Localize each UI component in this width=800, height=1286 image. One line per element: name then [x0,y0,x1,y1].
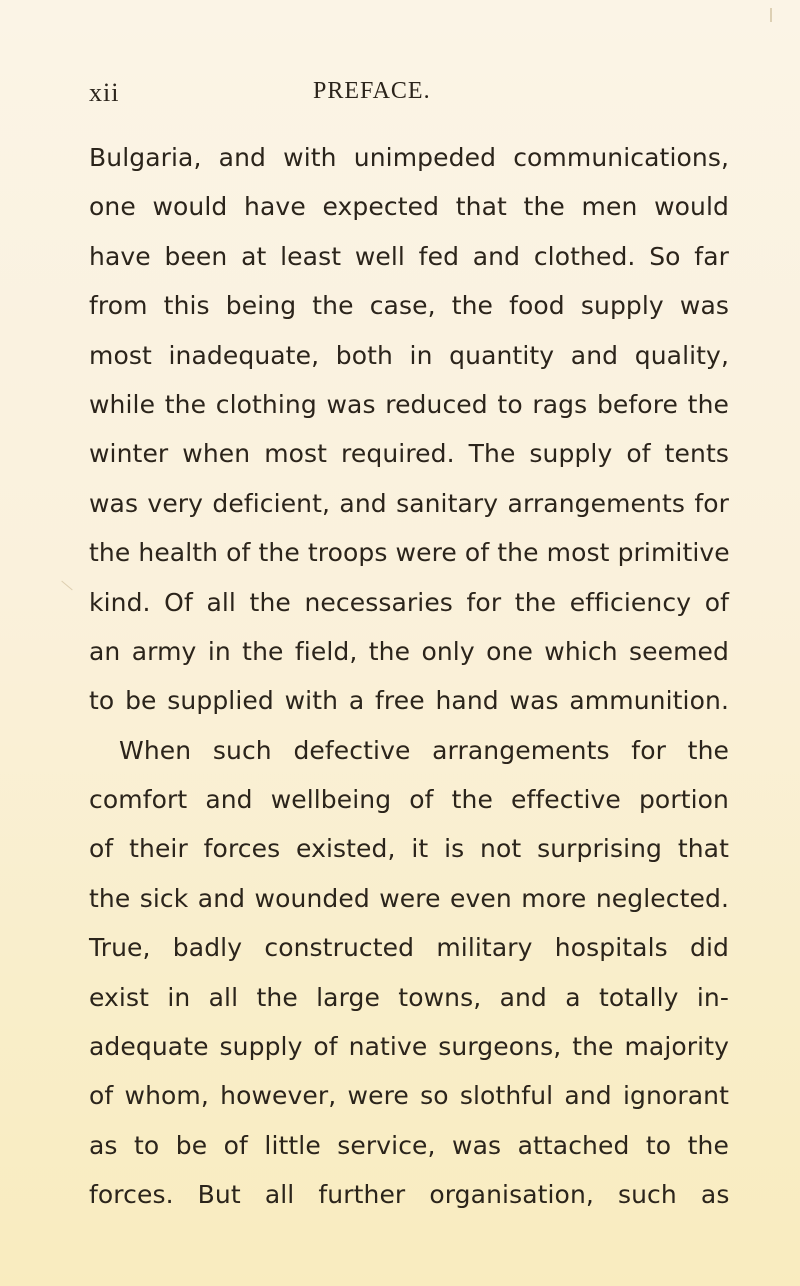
page-number: xii [89,78,120,107]
running-head [0,78,800,118]
text-line: adequate supply of native surgeons, the majority [89,1032,729,1062]
text-line: while the clothing was reduced to rags before the [89,389,729,419]
paragraph-start-line: When such defective arrangements for the [119,735,729,765]
text-line: as to be of little service, was attached to the [89,1130,729,1160]
paper-mark [61,581,72,591]
text-line: kind. Of all the necessaries for the efficiency of [89,587,729,617]
body-paragraphs [89,133,729,1220]
text-line: was very deficient, and sanitary arrangements for [89,488,729,518]
text-line: of whom, however, were so slothful and ignorant [89,1081,729,1111]
text-line: the health of the troops were of the most primitive [89,538,730,568]
text-line: from this being the case, the food supply was [89,291,729,321]
text-line: the sick and wounded were even more neglected. [89,883,729,913]
text-line: forces. But all further organisation, such as [89,1180,730,1210]
text-line: comfort and wellbeing of the effective portion [89,785,729,815]
text-line: True, badly constructed military hospitals did [89,933,729,963]
text-line: an army in the field, the only one which seemed [89,636,729,666]
page-title: PREFACE. [313,78,431,104]
text-line: exist in all the large towns, and a totally in- [89,982,729,1012]
text-line: one would have expected that the men would [89,192,729,222]
paper-mark [770,8,772,22]
text-line: to be supplied with a free hand was ammunition. [89,686,729,716]
text-line: of their forces existed, it is not surprising that [89,834,729,864]
text-line: have been at least well fed and clothed. So far [89,241,729,271]
text-line: Bulgaria, and with unimpeded communications, [89,143,729,172]
text-line: most inadequate, both in quantity and quality, [89,340,729,370]
text-line: winter when most required. The supply of tents [89,439,729,469]
